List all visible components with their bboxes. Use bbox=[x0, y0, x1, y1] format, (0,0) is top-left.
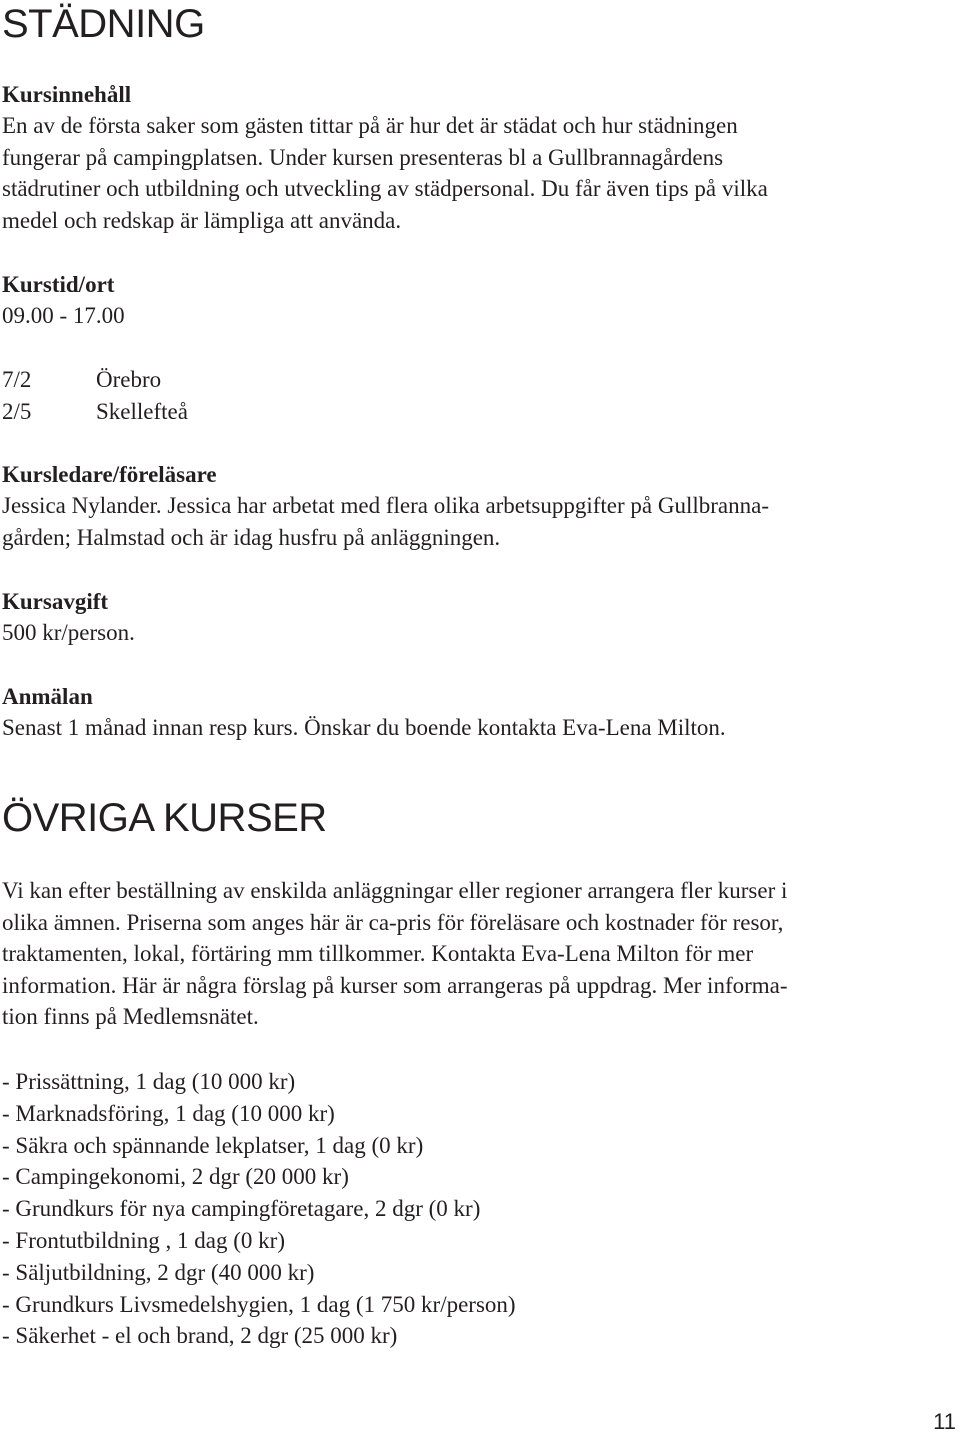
text-line: information. Här är några förslag på kurser som arrangeras på uppdrag. Mer informa- bbox=[2, 972, 788, 998]
section-heading-stadning: STÄDNING bbox=[2, 2, 205, 46]
anmalan-section bbox=[2, 681, 942, 744]
kurstid-section bbox=[2, 269, 942, 332]
section-heading-ovriga-kurser: ÖVRIGA KURSER bbox=[2, 796, 327, 840]
schedule-row bbox=[2, 364, 942, 396]
schedule-place: Skellefteå bbox=[96, 398, 188, 424]
kursledare-text bbox=[2, 490, 942, 553]
anmalan-value: Senast 1 månad innan resp kurs. Önskar du boende kontakta Eva-Lena Milton. bbox=[2, 715, 726, 740]
course-item: - Prissättning, 1 dag (10 000 kr) bbox=[2, 1069, 296, 1094]
text-line: Vi kan efter beställning av enskilda anläggningar eller regioner arrangera fler kurser i bbox=[2, 878, 788, 903]
course-item: - Campingekonomi, 2 dgr (20 000 kr) bbox=[2, 1164, 349, 1190]
schedule-place: Örebro bbox=[96, 367, 162, 392]
kursavgift-label: Kursavgift bbox=[2, 589, 109, 614]
kursinnehall-section bbox=[2, 79, 942, 236]
course-item: - Grundkurs Livsmedelshygien, 1 dag (1 750 kr/person) bbox=[2, 1291, 516, 1317]
kursinnehall-label: Kursinnehåll bbox=[2, 82, 132, 107]
text-line: olika ämnen. Priserna som anges här är ca-pris för föreläsare och kostnader för resor, bbox=[2, 909, 784, 935]
kursledare-label: Kursledare/föreläsare bbox=[2, 462, 217, 487]
course-item: - Säljutbildning, 2 dgr (40 000 kr) bbox=[2, 1259, 315, 1285]
text-line: En av de första saker som gästen tittar på är hur det är städat och hur städningen bbox=[2, 113, 738, 138]
kursledare-section bbox=[2, 459, 942, 553]
kurstid-label: Kurstid/ort bbox=[2, 272, 115, 297]
text-line: traktamenten, lokal, förtäring mm tillkommer. Kontakta Eva-Lena Milton för mer bbox=[2, 941, 754, 966]
course-item: - Säkra och spännande lekplatser, 1 dag (0 kr) bbox=[2, 1132, 424, 1158]
text-line: medel och redskap är lämpliga att använda. bbox=[2, 207, 402, 233]
course-item: - Frontutbildning , 1 dag (0 kr) bbox=[2, 1227, 285, 1253]
text-line: städrutiner och utbildning och utveckling av städpersonal. Du får även tips på vilka bbox=[2, 176, 768, 201]
course-item: - Säkerhet - el och brand, 2 dgr (25 000 kr) bbox=[2, 1323, 398, 1349]
course-list bbox=[2, 1066, 942, 1352]
kursavgift-section bbox=[2, 586, 942, 649]
text-line: gården; Halmstad och är idag husfru på anläggningen. bbox=[2, 524, 501, 550]
schedule-date: 7/2 bbox=[2, 367, 32, 392]
kurstid-value: 09.00 - 17.00 bbox=[2, 303, 125, 328]
kursinnehall-text bbox=[2, 110, 942, 236]
ovriga-intro bbox=[2, 875, 942, 1033]
schedule-row bbox=[2, 396, 942, 428]
schedule-list bbox=[2, 364, 942, 427]
anmalan-label: Anmälan bbox=[2, 684, 93, 709]
text-line: Jessica Nylander. Jessica har arbetat med flera olika arbetsuppgifter på Gullbranna- bbox=[2, 493, 769, 518]
course-item: - Marknadsföring, 1 dag (10 000 kr) bbox=[2, 1100, 335, 1126]
course-list-section bbox=[2, 1066, 942, 1352]
page-number: 11 bbox=[933, 1409, 956, 1434]
kursavgift-value: 500 kr/person. bbox=[2, 620, 135, 645]
text-line: fungerar på campingplatsen. Under kursen presenteras bl a Gullbrannagårdens bbox=[2, 144, 724, 170]
course-item: - Grundkurs för nya campingföretagare, 2 dgr (0 kr) bbox=[2, 1196, 481, 1222]
ovriga-intro-text bbox=[2, 875, 942, 1033]
schedule-date: 2/5 bbox=[2, 398, 32, 424]
text-line: tion finns på Medlemsnätet. bbox=[2, 1004, 259, 1029]
